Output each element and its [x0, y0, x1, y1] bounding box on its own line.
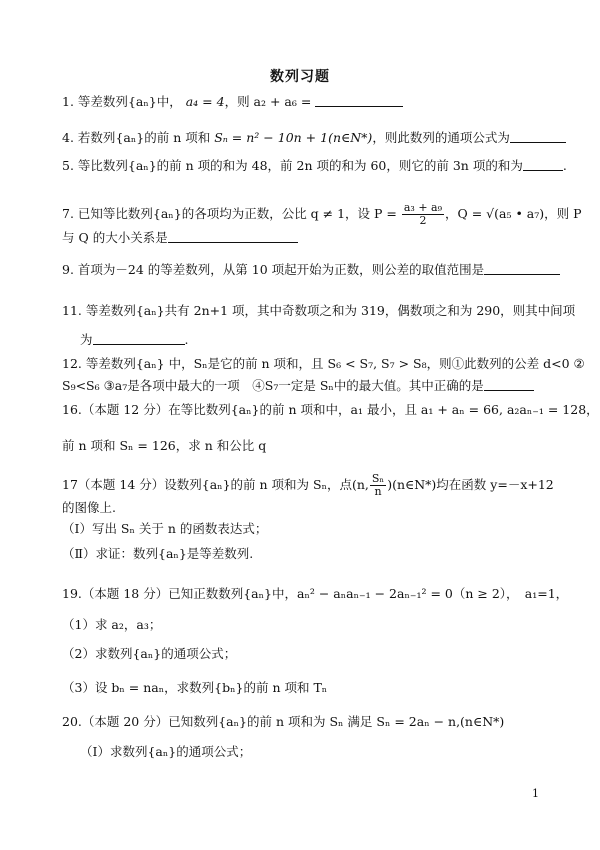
question-20-part-1: （Ⅰ）求数列{aₙ}的通项公式； — [80, 744, 252, 759]
question-12-cont: S₉<S₆ ③a₇是各项中最大的一项 ④S₇一定是 Sₙ中的最大值。其中正确的是 — [62, 378, 542, 394]
question-4: 4. 若数列{aₙ}的前 n 项和 Sₙ = n² − 10n + 1(n∈N*)，则此数列的通项公式为 — [62, 130, 542, 146]
question-17: 17（本题 14 分）设数列{aₙ}的前 n 项和为 Sₙ，点(n, $\frac{\text{Sₙ}}{n}$ )(n∈N*)均在函数 y=－x+12 — [62, 472, 554, 498]
question-20: 20.（本题 20 分）已知数列{aₙ}的前 n 项和为 Sₙ 满足 Sₙ = 2aₙ − n,(n∈N*) — [62, 714, 505, 729]
sequence-symbol: {aₙ} — [127, 94, 157, 109]
answer-blank[interactable] — [315, 94, 403, 107]
question-7: 7. 已知等比数列{aₙ}的各项均为正数，公比 q ≠ 1，设 P = $\frac{\text{a₃ + a₉}}{2}$ ，Q = √(a₅ • a₇)，则 P — [62, 201, 582, 227]
question-11: 11. 等差数列{aₙ}共有 2n+1 项，其中奇数项之和为 319，偶数项之和为 290，则其中间项 — [62, 303, 576, 318]
question-16-cont: 前 n 项和 Sₙ = 126，求 n 和公比 q — [62, 438, 267, 453]
question-5: 5. 等比数列{aₙ}的前 n 项的和为 48，前 2n 项的和为 60，则它的前 3n 项的和为 . — [62, 158, 567, 173]
answer-blank[interactable] — [510, 130, 566, 143]
question-19-part-2: （2）求数列{aₙ}的通项公式； — [62, 646, 237, 661]
question-17-part-2: （Ⅱ）求证：数列{aₙ}是等差数列. — [62, 546, 254, 561]
question-19: 19.（本题 18 分）已知正数数列{aₙ}中，aₙ² − aₙaₙ₋₁ − 2aₙ₋₁² = 0（n ≥ 2）， a₁=1， — [62, 586, 569, 601]
question-19-part-3: （3）设 bₙ = naₙ，求数列{bₙ}的前 n 项和 Tₙ — [62, 680, 328, 695]
fraction: $\frac{\text{a₃ + a₉}}{2}$ — [403, 201, 443, 227]
question-1: 1. 等差数列{aₙ}中， a₄ = 4，则 a₂ + a₆ = — [62, 94, 542, 110]
question-16: 16.（本题 12 分）在等比数列{aₙ}的前 n 项和中，a₁ 最小，且 a₁ + aₙ = 66, a₂aₙ₋₁ = 128， — [62, 402, 599, 417]
page-title: 数列习题 — [270, 69, 330, 85]
answer-blank[interactable] — [523, 158, 563, 171]
question-12: 12. 等差数列{aₙ} 中，Sₙ是它的前 n 项和，且 S₆ < S₇, S₇ > S₈，则①此数列的公差 d<0 ② — [62, 356, 585, 371]
answer-blank[interactable] — [168, 230, 298, 243]
question-9: 9. 首项为－24 的等差数列，从第 10 项起开始为正数，则公差的取值范围是 — [62, 262, 542, 278]
answer-blank[interactable] — [93, 332, 185, 345]
fraction: $\frac{\text{Sₙ}}{n}$ — [371, 472, 385, 498]
question-17-part-1: （Ⅰ）写出 Sₙ 关于 n 的函数表达式； — [62, 521, 268, 536]
question-7-cont: 与 Q 的大小关系是 — [62, 230, 542, 246]
question-17-cont: 的图像上. — [62, 500, 116, 515]
answer-blank[interactable] — [484, 262, 560, 275]
question-19-part-1: （1）求 a₂，a₃； — [62, 617, 162, 632]
answer-blank[interactable] — [484, 378, 534, 391]
question-11-cont: 为 . — [80, 332, 189, 347]
page-number: 1 — [532, 787, 539, 800]
